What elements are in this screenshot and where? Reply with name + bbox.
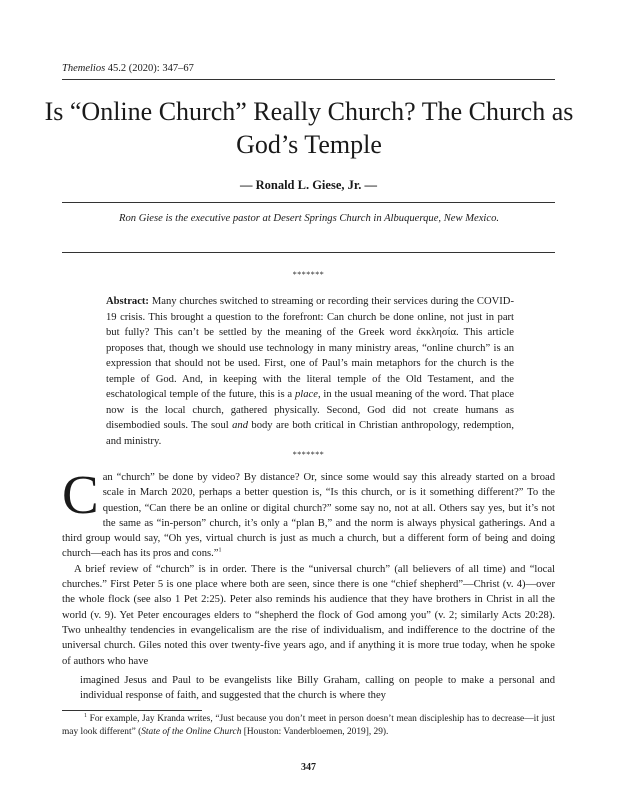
abstract-label: Abstract: [106,296,149,307]
drop-cap: C [62,464,99,525]
page-number: 347 [301,762,316,773]
journal-issue: 45.2 (2020): 347–67 [105,63,194,74]
footnote-number: 1 [84,712,87,719]
footnote-ref: 1 [218,547,222,554]
paragraph-2: A brief review of “church” is in order. There is the “universal church” (all believers of all time) and “local churches.” First Peter 5 is one place where both are seen, since there is one “chief shepherd”—Christ (v. 4)—over the whole flock (see also 1 Pet 2:25). Peter also reminds his audience that they have brothers in Christ in all the world (v. 9). Yet Peter encourages elders to “shepherd the flock of God among you” (v. 2; similarly Acts 20:28). Two unhealthy tendencies in evangelicalism are the rise of individualism, and indifference to the doctrine of the universal church. Giles noted this over twenty-five years ago, and if anything it is more true today, when he spoke of authors who have [62,563,555,667]
article-author: — Ronald L. Giese, Jr. — [239,178,378,192]
paragraph-1: Can “church” be done by video? By distance? Or, since some would say this already started on a broad scale in March 2020, perhaps a better question is, “Is this church, or is it something different?” To the question, “Can there be an online or digital church?” some say no, not at all. Others say yes, but it’s not the same as “in-person” church, it’s only a “plan B,” and the norm is always physical gatherings. And a third group would say, “Oh yes, virtual church is just as much a church, but a different form of being and doing church—each has its pros and cons.”$^1$ [62,464,555,560]
header-rule [62,79,555,80]
footnote-rule [62,710,202,711]
journal-name: Themelios [62,63,106,74]
footnote-book-title: State of the Online Church [141,727,242,738]
author-bio: Ron Giese is the executive pastor at Desert Springs Church in Albuquerque, New Mexico. [118,213,500,224]
separator-bottom: ******* [292,450,325,459]
journal-citation [62,63,194,74]
separator-top: ******* [292,270,325,279]
abstract: Abstract: Many churches switched to streaming or recording their services during the COVID-19 crisis. This brought a question to the forefront: Can church be done online, not just in part but fully? This can’t be settled by the meaning of the Greek word ἐκκλησία. This article proposes that, though we should use technology in many ministry areas, “online church” is an expression that should not be used. First, one of Paul’s main metaphors for the church is the temple of God. And, in keeping with the literal temple of the Old Testament, and the eschatological temple of the future, this is a place, in the usual meaning of the word. That place now is the local church, gathered physically. Second, God did not create humans as disembodied souls. The soul and body are both critical in Christian anthropology, redemption, and ministry. [106,296,514,447]
bio-top-rule [62,202,555,203]
article-title: Is “Online Church” Really Church? The Church as God’s Temple [44,97,574,159]
footnote: $^1$ For example, Jay Kranda writes, “Just because you don’t meet in person doesn’t mean discipleship has to decrease—it just may look different” (State of the Online Church [Houston: Vanderbloemen, 2019], 29). [62,712,555,738]
article-body [62,464,555,703]
block-quote: imagined Jesus and Paul to be evangelists like Billy Graham, calling on people to make a personal and individual response of faith, and suggested that the church is where they [80,674,555,702]
bio-bottom-rule [62,252,555,253]
